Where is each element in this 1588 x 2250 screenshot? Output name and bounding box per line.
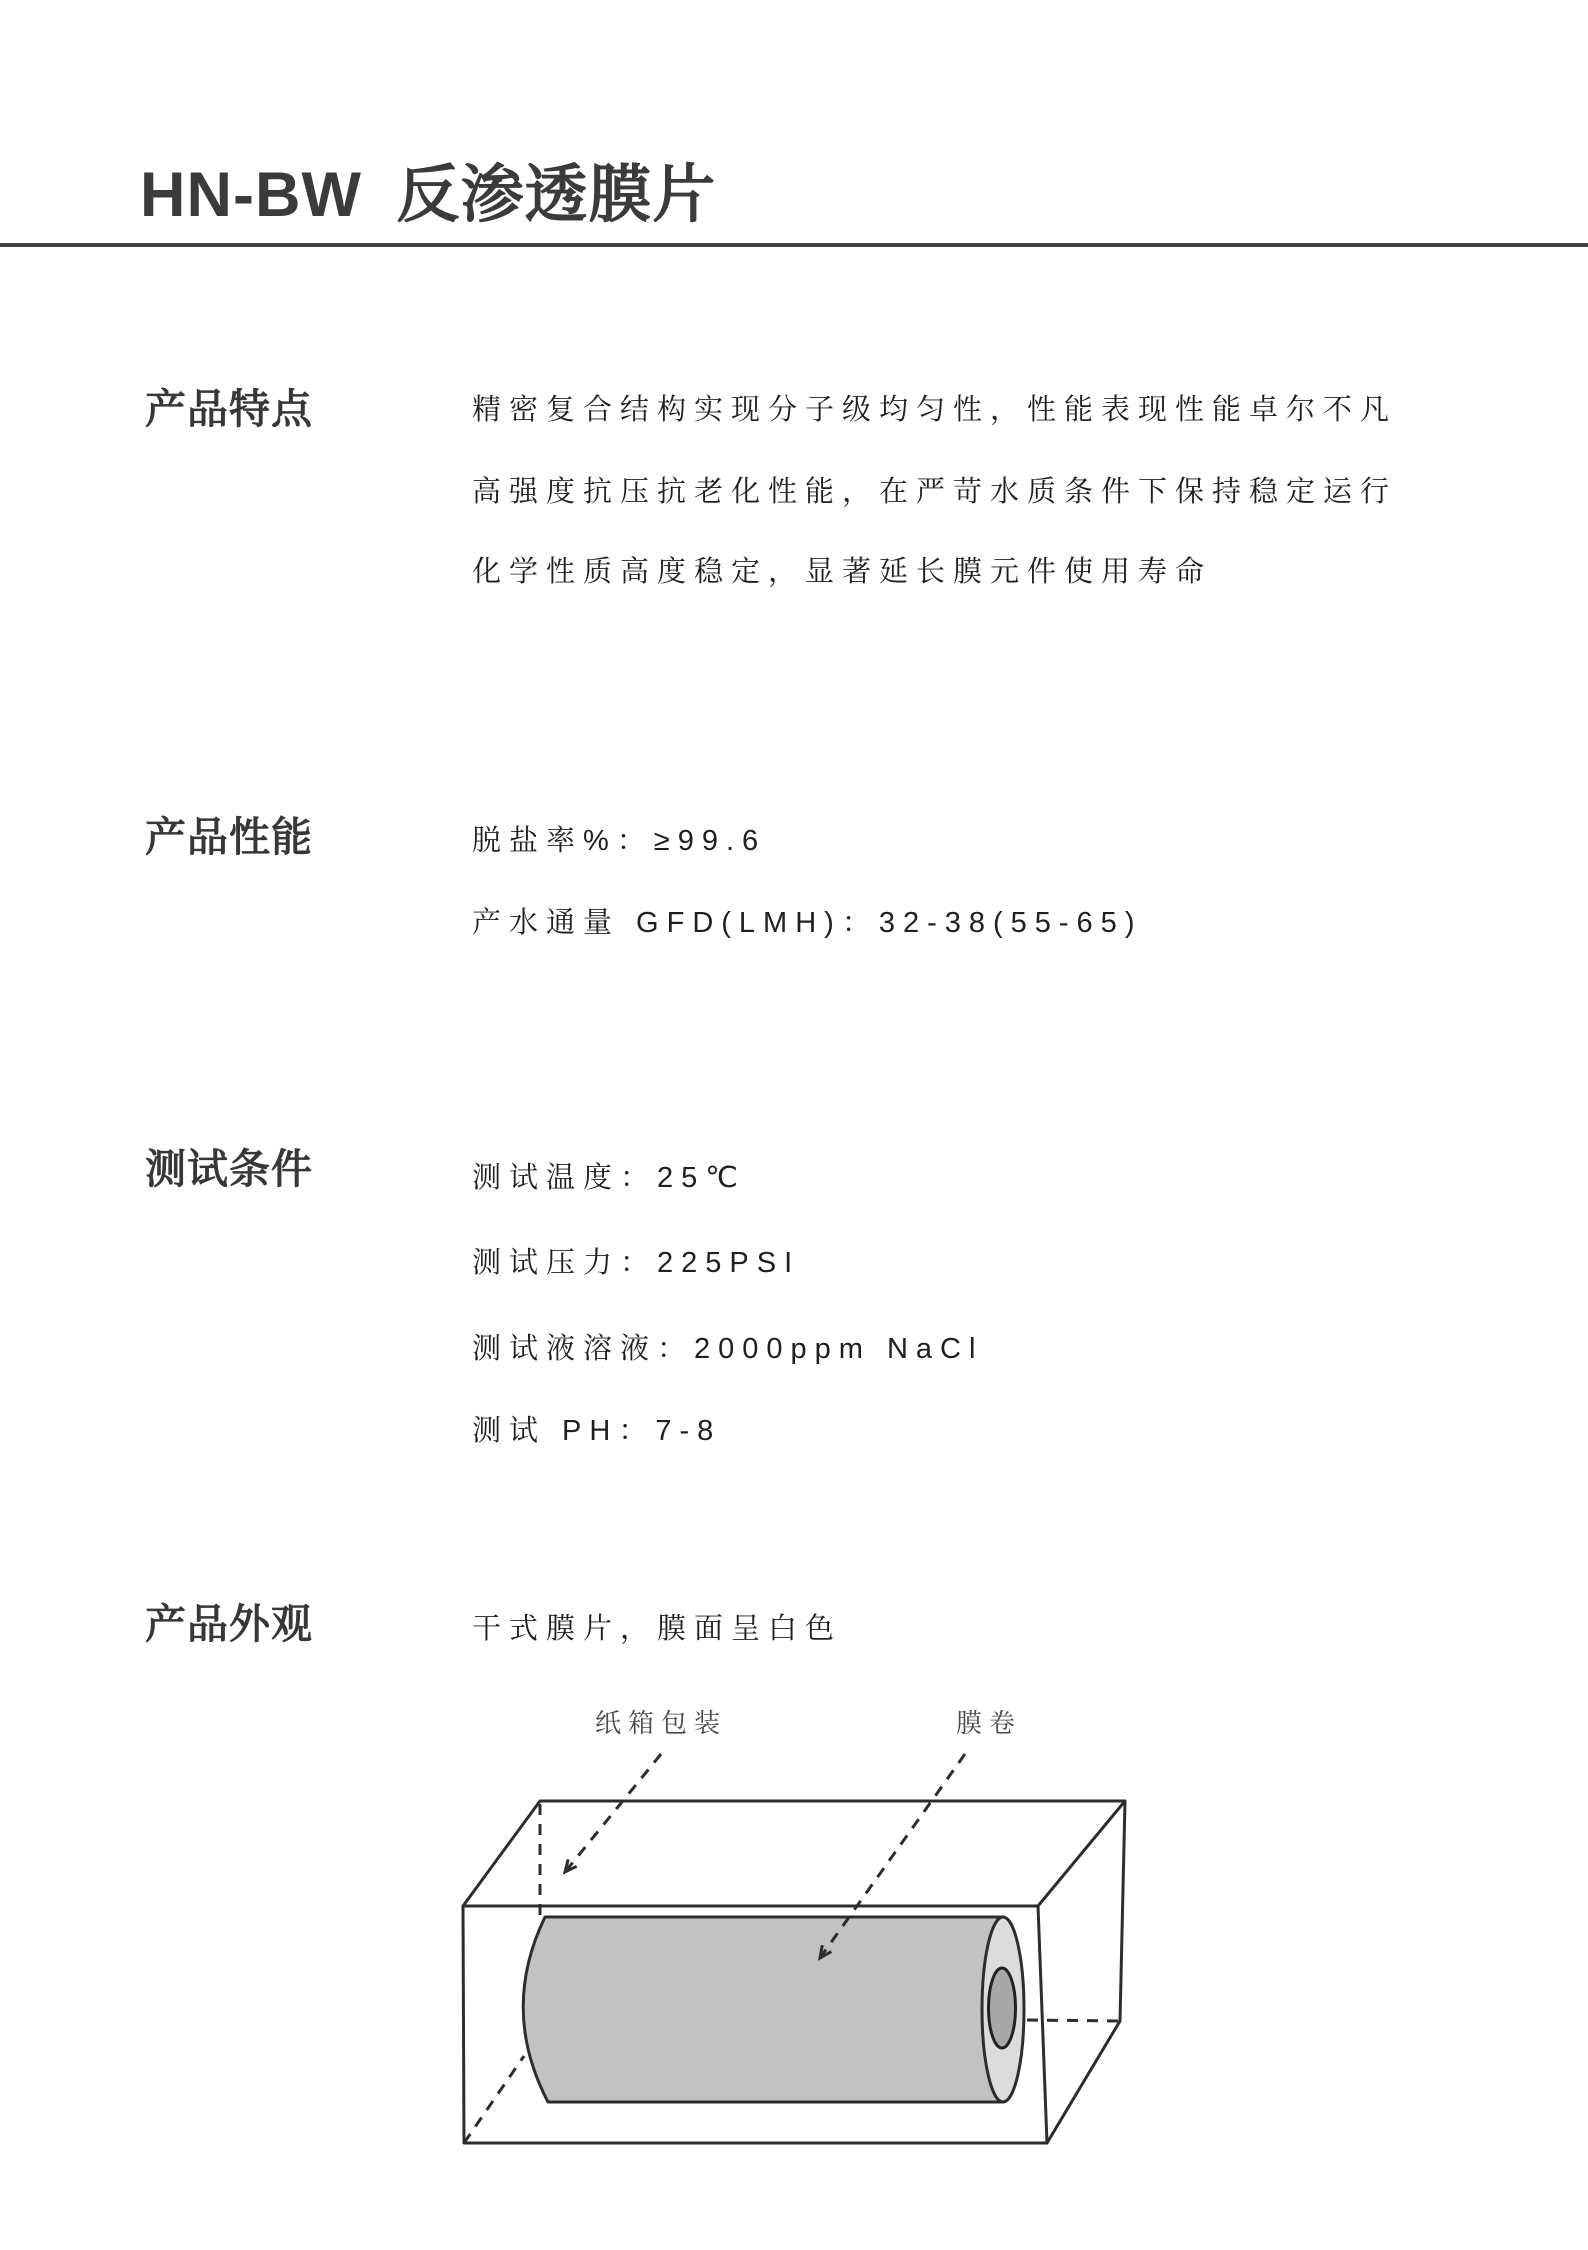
roll-label: 膜卷 [956,1708,1023,1738]
test-condition-line-3: 测试液溶液：2000ppm NaCl [472,1333,984,1365]
features-line-3: 化学性质高度稳定，显著延长膜元件使用寿命 [472,556,1213,588]
features-heading: 产品特点 [145,386,313,432]
box-right-face [1047,1801,1125,2143]
appearance-line: 干式膜片，膜面呈白色 [472,1613,843,1645]
features-line-2: 高强度抗压抗老化性能，在严苛水质条件下保持稳定运行 [472,476,1398,508]
carton-leader-line [565,1754,661,1872]
appearance-heading: 产品外观 [145,1601,313,1647]
test-conditions-heading: 测试条件 [145,1146,313,1192]
membrane-roll-body [523,1917,1003,2102]
performance-heading: 产品性能 [145,814,313,860]
test-condition-line-2: 测试压力：225PSI [472,1247,801,1279]
test-condition-line-1: 测试温度：25℃ [472,1162,746,1194]
test-condition-line-4: 测试 PH：7-8 [472,1415,722,1447]
page-title: HN-BW 反渗透膜片 [140,160,717,230]
box-hidden-bottom-left-edge [464,2056,524,2143]
carton-label: 纸箱包装 [595,1708,728,1738]
title-divider [0,243,1588,247]
packaging-diagram [420,1690,1180,2250]
box-top-face [463,1801,1125,1906]
performance-line-2: 产水通量 GFD(LMH)：32-38(55-65) [472,907,1143,939]
performance-line-1: 脱盐率%：≥99.6 [472,825,767,857]
features-line-1: 精密复合结构实现分子级均匀性，性能表现性能卓尔不凡 [472,394,1398,426]
membrane-roll-core-hole [989,1968,1016,2048]
